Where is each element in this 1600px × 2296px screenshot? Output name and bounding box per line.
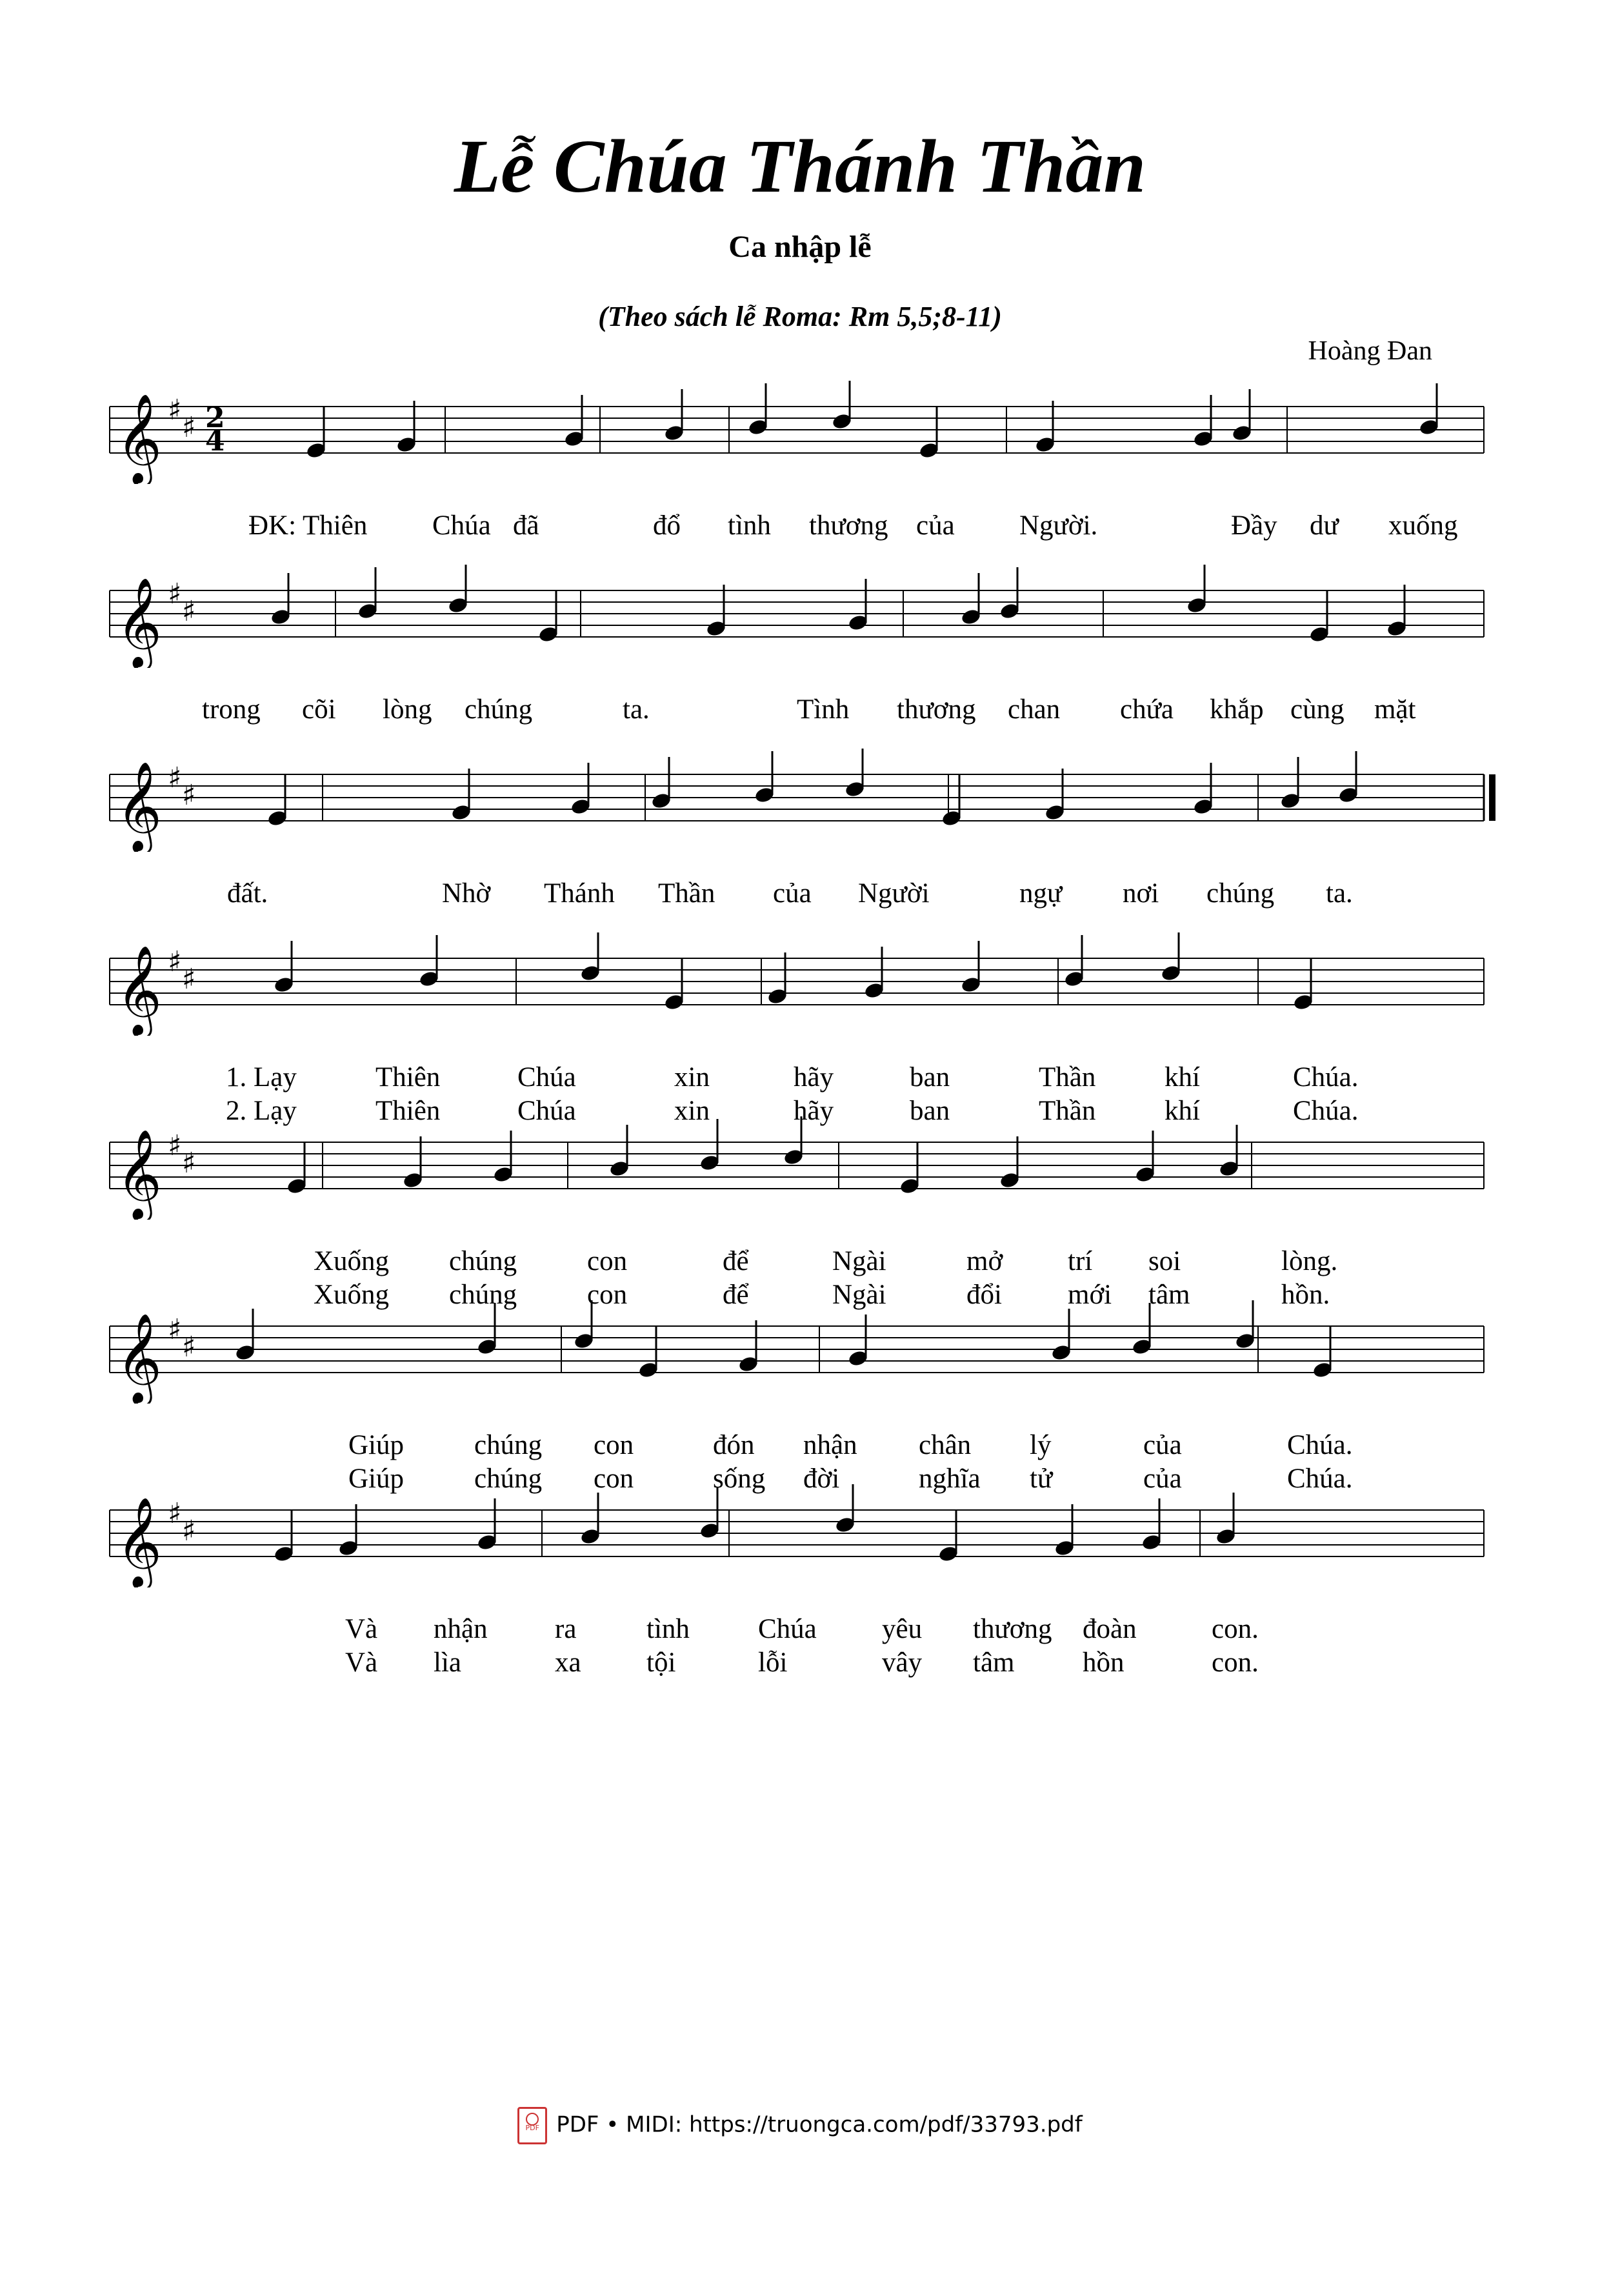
lyric-syllable: nghĩa bbox=[919, 1464, 981, 1494]
lyric-syllable: mới bbox=[1068, 1280, 1112, 1310]
lyric-syllable: 1. Lạy bbox=[226, 1062, 297, 1093]
lyric-syllable: của bbox=[1143, 1430, 1182, 1460]
treble-clef-icon: 𝄞 bbox=[116, 578, 162, 667]
lyric-syllable: Và bbox=[345, 1614, 378, 1644]
lyric-syllable: tâm bbox=[973, 1647, 1015, 1678]
lyric-syllable: chan bbox=[1008, 694, 1061, 725]
sharp-icon: ♯ bbox=[182, 963, 196, 996]
lyric-syllable: con bbox=[594, 1430, 634, 1460]
lyric-syllable: Giúp bbox=[348, 1464, 404, 1494]
song-subtitle: Ca nhập lễ bbox=[728, 230, 872, 264]
lyric-syllable: Thiên bbox=[375, 1062, 441, 1093]
footer[interactable] bbox=[0, 2107, 1600, 2144]
lyric-syllable: chúng bbox=[465, 694, 533, 725]
treble-clef-icon: 𝄞 bbox=[116, 394, 162, 483]
lyric-syllable: trong bbox=[202, 694, 261, 725]
lyric-syllable: hồn. bbox=[1281, 1280, 1330, 1310]
lyric-syllable: ĐK: Thiên bbox=[248, 510, 368, 541]
lyric-syllable: đời bbox=[803, 1464, 840, 1494]
lyric-syllable: nhận bbox=[434, 1614, 488, 1644]
lyric-syllable: Thần bbox=[1039, 1096, 1096, 1126]
lyric-syllable: Thần bbox=[1039, 1062, 1096, 1093]
lyric-syllable: tình bbox=[728, 510, 771, 541]
sharp-icon: ♯ bbox=[168, 1129, 182, 1162]
lyric-syllable: xin bbox=[674, 1062, 710, 1093]
lyric-syllable: Xuống bbox=[314, 1246, 390, 1276]
lyric-syllable: khí bbox=[1165, 1096, 1200, 1126]
lyric-syllable: chân bbox=[919, 1430, 972, 1460]
treble-clef-icon: 𝄞 bbox=[116, 1497, 162, 1587]
lyric-syllable: soi bbox=[1148, 1246, 1181, 1276]
lyric-syllable: xuống bbox=[1388, 510, 1458, 541]
lyric-syllable: tử bbox=[1030, 1464, 1053, 1494]
lyric-syllable: ra bbox=[555, 1614, 577, 1644]
song-source: (Theo sách lễ Roma: Rm 5,5;8-11) bbox=[598, 301, 1002, 332]
lyric-syllable: mặt bbox=[1374, 694, 1416, 725]
sharp-icon: ♯ bbox=[182, 595, 196, 628]
lyric-syllable: Và bbox=[345, 1647, 378, 1678]
treble-clef-icon: 𝄞 bbox=[116, 945, 162, 1035]
lyric-syllable: đã bbox=[513, 510, 539, 541]
pdf-icon[interactable]: PDF bbox=[517, 2107, 547, 2144]
lyric-syllable: con bbox=[594, 1464, 634, 1494]
sharp-icon: ♯ bbox=[168, 578, 182, 610]
staff-system bbox=[0, 1484, 1600, 1587]
time-signature: 2 bbox=[205, 401, 225, 434]
final-barline bbox=[1489, 774, 1495, 821]
lyric-syllable: vây bbox=[882, 1647, 923, 1678]
lyric-syllable: cùng bbox=[1290, 694, 1345, 725]
lyric-syllable: nơi bbox=[1123, 878, 1159, 909]
lyric-syllable: nhận bbox=[803, 1430, 857, 1460]
lyric-syllable: hãy bbox=[794, 1096, 834, 1126]
lyric-syllable: đón bbox=[713, 1430, 755, 1460]
lyric-syllable: của bbox=[773, 878, 812, 909]
treble-clef-icon: 𝄞 bbox=[116, 1129, 162, 1219]
lyric-syllable: thương bbox=[809, 510, 888, 541]
lyric-syllable: con. bbox=[1212, 1614, 1259, 1644]
sharp-icon: ♯ bbox=[182, 1515, 196, 1547]
lyric-syllable: Chúa. bbox=[1287, 1464, 1353, 1494]
lyric-syllable: ta. bbox=[623, 694, 650, 725]
lyrics-line bbox=[0, 1062, 1600, 1100]
staff-system bbox=[0, 932, 1600, 1036]
lyric-syllable: chúng bbox=[449, 1246, 517, 1276]
staff-system bbox=[0, 1116, 1600, 1220]
lyric-syllable: Chúa. bbox=[1293, 1062, 1359, 1093]
lyric-syllable: sống bbox=[713, 1464, 766, 1494]
sharp-icon: ♯ bbox=[182, 1147, 196, 1180]
sharp-icon: ♯ bbox=[182, 779, 196, 812]
sharp-icon: ♯ bbox=[168, 1497, 182, 1530]
lyric-syllable: con. bbox=[1212, 1647, 1259, 1678]
song-title: Lễ Chúa Thánh Thần bbox=[454, 124, 1146, 208]
lyrics-line bbox=[0, 1647, 1600, 1686]
treble-clef-icon: 𝄞 bbox=[116, 761, 162, 851]
lyric-syllable: để bbox=[723, 1280, 749, 1310]
lyric-syllable: mở bbox=[966, 1246, 1003, 1276]
sharp-icon: ♯ bbox=[182, 1331, 196, 1364]
time-signature: 4 bbox=[205, 425, 225, 458]
lyric-syllable: khắp bbox=[1210, 694, 1264, 725]
lyrics-line bbox=[0, 1429, 1600, 1468]
sharp-icon: ♯ bbox=[182, 411, 196, 444]
lyric-syllable: xin bbox=[674, 1096, 710, 1126]
lyric-syllable: ngự bbox=[1019, 878, 1063, 909]
lyric-syllable: Xuống bbox=[314, 1280, 390, 1310]
staff-system bbox=[0, 565, 1600, 668]
lyric-syllable: Người bbox=[858, 878, 930, 909]
lyric-syllable: cõi bbox=[302, 694, 336, 725]
sharp-icon: ♯ bbox=[168, 945, 182, 978]
lyric-syllable: thương bbox=[897, 694, 976, 725]
staff-system bbox=[0, 381, 1600, 484]
lyric-syllable: Thiên bbox=[375, 1096, 441, 1126]
lyric-syllable: đoàn bbox=[1083, 1614, 1137, 1644]
lyric-syllable: Tình bbox=[797, 694, 850, 725]
treble-clef-icon: 𝄞 bbox=[116, 1313, 162, 1403]
lyric-syllable: ban bbox=[910, 1096, 950, 1126]
lyric-syllable: chúng bbox=[1206, 878, 1275, 909]
lyrics-line bbox=[0, 510, 1600, 549]
lyric-syllable: thương bbox=[973, 1614, 1052, 1644]
sharp-icon: ♯ bbox=[168, 1313, 182, 1346]
lyric-syllable: con bbox=[587, 1246, 628, 1276]
staff-system bbox=[0, 749, 1600, 852]
lyric-syllable: lý bbox=[1030, 1430, 1052, 1460]
lyric-syllable: Đầy bbox=[1231, 510, 1277, 541]
lyric-syllable: dư bbox=[1310, 510, 1339, 541]
lyric-syllable: con bbox=[587, 1280, 628, 1310]
sharp-icon: ♯ bbox=[168, 761, 182, 794]
lyric-syllable: xa bbox=[555, 1647, 581, 1678]
lyric-syllable: ta. bbox=[1326, 878, 1353, 909]
lyric-syllable: của bbox=[1143, 1464, 1182, 1494]
lyric-syllable: tâm bbox=[1148, 1280, 1190, 1310]
lyric-syllable: của bbox=[916, 510, 955, 541]
lyric-syllable: Ngài bbox=[832, 1246, 886, 1276]
lyric-syllable: chúng bbox=[474, 1430, 543, 1460]
lyric-syllable: Chúa. bbox=[1293, 1096, 1359, 1126]
lyrics-line bbox=[0, 1245, 1600, 1284]
lyric-syllable: Chúa bbox=[432, 510, 491, 541]
lyrics-line bbox=[0, 1613, 1600, 1652]
lyrics-line bbox=[0, 878, 1600, 916]
lyric-syllable: đất. bbox=[227, 878, 268, 909]
lyric-syllable: đổi bbox=[966, 1280, 1002, 1310]
composer: Hoàng Đan bbox=[1308, 336, 1432, 366]
footer-link[interactable]: PDF • MIDI: https://truongca.com/pdf/33793.pdf bbox=[556, 2111, 1083, 2138]
lyric-syllable: lòng bbox=[383, 694, 432, 725]
staff-system bbox=[0, 1300, 1600, 1404]
lyric-syllable: lòng. bbox=[1281, 1246, 1338, 1276]
sharp-icon: ♯ bbox=[168, 394, 182, 427]
lyric-syllable: chứa bbox=[1120, 694, 1174, 725]
lyric-syllable: Chúa. bbox=[1287, 1430, 1353, 1460]
lyric-syllable: chúng bbox=[474, 1464, 543, 1494]
lyric-syllable: Người. bbox=[1019, 510, 1098, 541]
lyric-syllable: hãy bbox=[794, 1062, 834, 1093]
lyric-syllable: Chúa bbox=[517, 1062, 576, 1093]
lyric-syllable: Giúp bbox=[348, 1430, 404, 1460]
lyric-syllable: khí bbox=[1165, 1062, 1200, 1093]
lyric-syllable: yêu bbox=[882, 1614, 923, 1644]
lyric-syllable: tội bbox=[646, 1647, 676, 1678]
lyric-syllable: trí bbox=[1068, 1246, 1093, 1276]
lyrics-line bbox=[0, 694, 1600, 732]
lyric-syllable: hồn bbox=[1083, 1647, 1125, 1678]
lyric-syllable: Chúa bbox=[517, 1096, 576, 1126]
lyric-syllable: đổ bbox=[653, 510, 681, 541]
lyric-syllable: ban bbox=[910, 1062, 950, 1093]
lyric-syllable: Thánh bbox=[544, 878, 615, 909]
lyric-syllable: Thần bbox=[658, 878, 715, 909]
lyric-syllable: lỗi bbox=[758, 1647, 788, 1678]
lyric-syllable: chúng bbox=[449, 1280, 517, 1310]
lyric-syllable: Chúa bbox=[758, 1614, 817, 1644]
lyric-syllable: lìa bbox=[434, 1647, 461, 1678]
lyric-syllable: tình bbox=[646, 1614, 690, 1644]
lyric-syllable: Ngài bbox=[832, 1280, 886, 1310]
lyric-syllable: 2. Lạy bbox=[226, 1096, 297, 1126]
lyric-syllable: Nhờ bbox=[442, 878, 491, 909]
lyric-syllable: để bbox=[723, 1246, 749, 1276]
